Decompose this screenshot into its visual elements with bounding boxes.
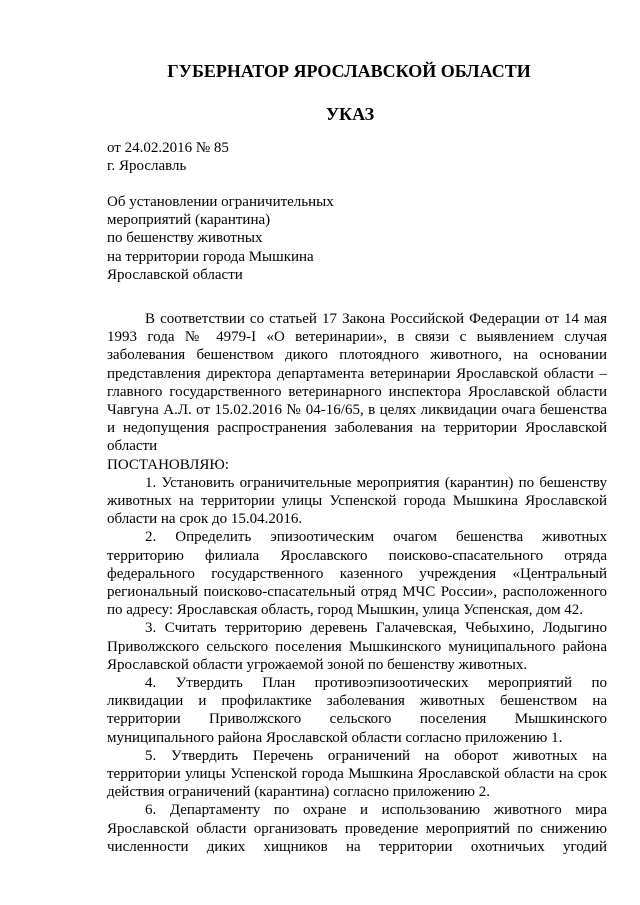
document-subject	[107, 193, 607, 284]
date-number: от 24.02.2016 № 85	[107, 140, 229, 156]
city: г. Ярославль	[107, 158, 187, 175]
subject-line: мероприятий (карантина)	[107, 212, 271, 229]
document-body	[107, 310, 607, 856]
item-paragraph: 4. Утвердить План противоэпизоотических мероприятий по ликвидации и профилактике заболевания животных бешенством на территории Приволжского сельского поселения Мышкинского муниципального района Ярославской области согласно приложению 1.	[107, 675, 607, 746]
document-meta	[107, 139, 607, 175]
subject-line: по бешенству животных	[107, 230, 263, 247]
item-paragraph: 5. Утвердить Перечень ограничений на оборот животных на территории улицы Успенской города Мышкина Ярославской области на срок действия ограничений (карантина) согласно приложению 2.	[107, 747, 607, 801]
subject-line: на территории города Мышкина	[107, 248, 314, 265]
governor-heading: ГУБЕРНАТОР ЯРОСЛАВСКОЙ ОБЛАСТИ	[167, 61, 531, 81]
preamble-paragraph: В соответствии со статьей 17 Закона Российской Федерации от 14 мая 1993 года № 4979-I «О ветеринарии», в связи с выявлением случая заболевания бешенством дикого плотоядного животного, на основании представления директора департамента ветеринарии Ярославской области – главного государственного ветеринарного инспектора Ярославской области Чавгуна А.Л. от 15.02.2016 № 04-16/65, в целях ликвидации очага бешенства и недопущения распространения заболевания на территории Ярославской области	[107, 311, 607, 455]
subject-line: Ярославской области	[107, 266, 243, 283]
item-paragraph: 3. Считать территорию деревень Галачевская, Чебыхино, Лодыгино Приволжского сельского поселения Мышкинского муниципального района Ярославской области угрожаемой зоной по бешенству животных.	[107, 620, 607, 673]
resolve-heading: ПОСТАНОВЛЯЮ:	[107, 456, 229, 473]
item-paragraph: 6. Департаменту по охране и использованию животного мира Ярославской области организовать проведение мероприятий по снижению численности диких хищников на территории охотничьих угодий	[107, 802, 607, 855]
subject-line: Об установлении ограничительных	[107, 194, 334, 210]
item-paragraph: 1. Установить ограничительные мероприятия (карантин) по бешенству животных на территории улицы Успенской города Мышкина Ярославской области на срок до 15.04.2016.	[107, 474, 607, 528]
item-paragraph: 2. Определить эпизоотическим очагом бешенства животных территорию филиала Ярославского поисково-спасательного отряда федерального государственного казенного учреждения «Центральный региональный поисково-спасательный отряд МЧС России», расположенного по адресу: Ярославская область, город Мышкин, улица Успенская, дом 42.	[107, 529, 607, 619]
decree-heading: УКАЗ	[325, 104, 375, 124]
